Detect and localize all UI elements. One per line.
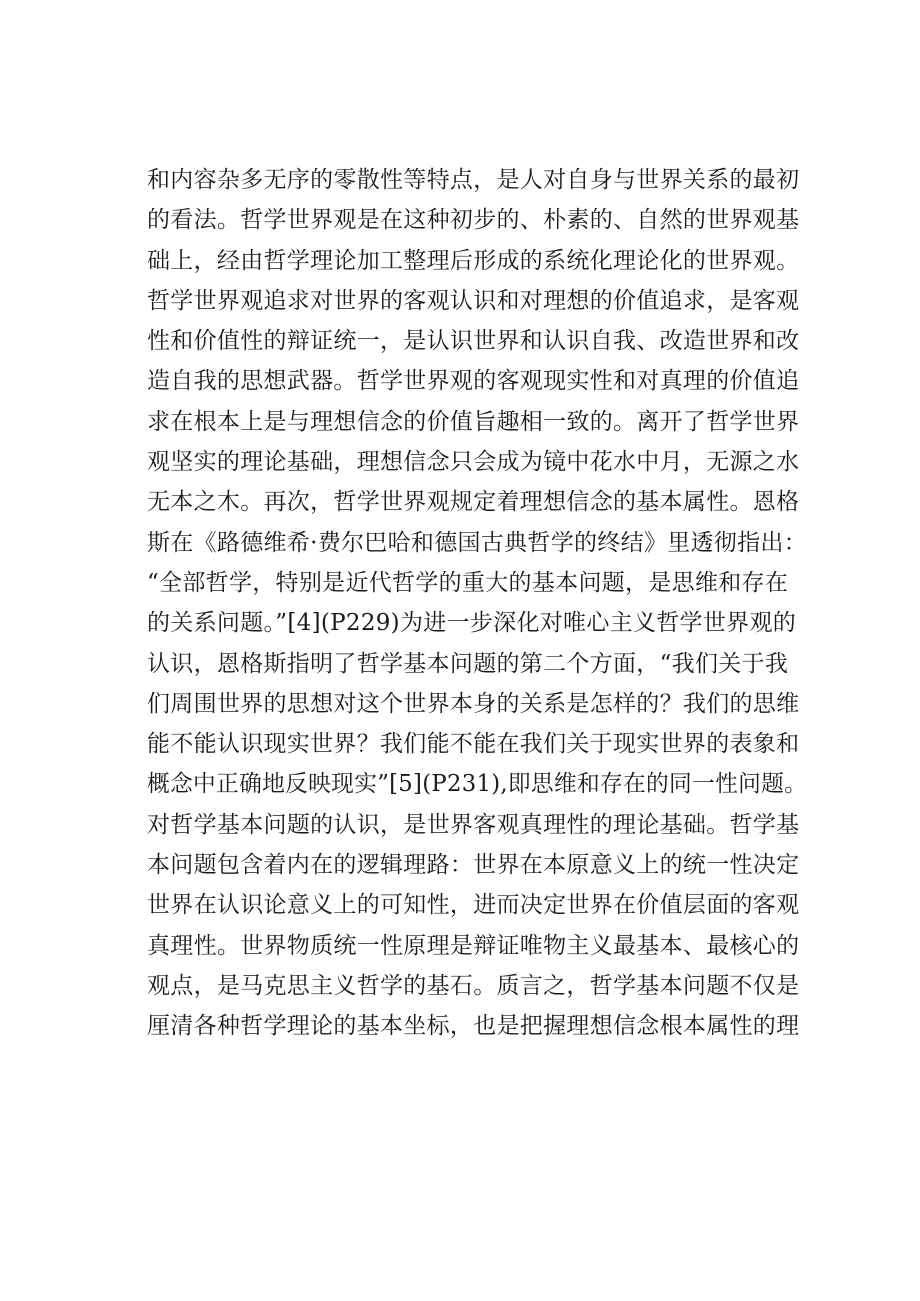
text-line: 无本之木。再次，哲学世界观规定着理想信念的基本属性。恩格 bbox=[147, 489, 800, 516]
text-line: 和内容杂多无序的零散性等特点，是人对自身与世界关系的最初 bbox=[147, 167, 800, 193]
text-line: 对哲学基本问题的认识，是世界客观真理性的理论基础。哲学基 bbox=[147, 811, 800, 838]
text-line: 能不能认识现实世界？我们能不能在我们关于现实世界的表象和 bbox=[147, 731, 800, 758]
text-line: 厘清各种哲学理论的基本坐标，也是把握理想信念根本属性的理 bbox=[147, 1013, 800, 1040]
text-line: 认识，恩格斯指明了哲学基本问题的第二个方面，“我们关于我 bbox=[147, 650, 789, 677]
text-line: 的看法。哲学世界观是在这种初步的、朴素的、自然的世界观基 bbox=[147, 207, 800, 234]
text-line: 观点，是马克思主义哲学的基石。质言之，哲学基本问题不仅是 bbox=[147, 972, 800, 999]
text-line: 的关系问题。”[4](P229)为进一步深化对唯心主义哲学世界观的 bbox=[147, 610, 797, 637]
text-line: 斯在《路德维希·费尔巴哈和德国古典哲学的终结》里透彻指出： bbox=[147, 529, 808, 556]
text-line: 造自我的思想武器。哲学世界观的客观现实性和对真理的价值追 bbox=[147, 368, 800, 395]
text-line: 础上，经由哲学理论加工整理后形成的系统化理论化的世界观。 bbox=[147, 247, 800, 274]
text-line: “全部哲学，特别是近代哲学的重大的基本问题，是思维和存在 bbox=[147, 569, 789, 596]
text-line: 哲学世界观追求对世界的客观认识和对理想的价值追求，是客观 bbox=[147, 287, 800, 314]
text-line: 概念中正确地反映现实”[5](P231),即思维和存在的同一性问题。 bbox=[147, 771, 808, 798]
text-line: 真理性。世界物质统一性原理是辩证唯物主义最基本、最核心的 bbox=[147, 932, 800, 959]
text-line: 本问题包含着内在的逻辑理路：世界在本原意义上的统一性决定 bbox=[147, 852, 800, 879]
text-line: 求在根本上是与理想信念的价值旨趣相一致的。离开了哲学世界 bbox=[147, 408, 800, 435]
text-line: 们周围世界的思想对这个世界本身的关系是怎样的？我们的思维 bbox=[147, 690, 800, 717]
text-line: 观坚实的理论基础，理想信念只会成为镜中花水中月，无源之水 bbox=[147, 449, 800, 476]
text-line: 世界在认识论意义上的可知性，进而决定世界在价值层面的客观 bbox=[147, 892, 800, 919]
body-text bbox=[147, 160, 807, 1047]
text-line: 性和价值性的辩证统一，是认识世界和认识自我、改造世界和改 bbox=[147, 328, 800, 355]
